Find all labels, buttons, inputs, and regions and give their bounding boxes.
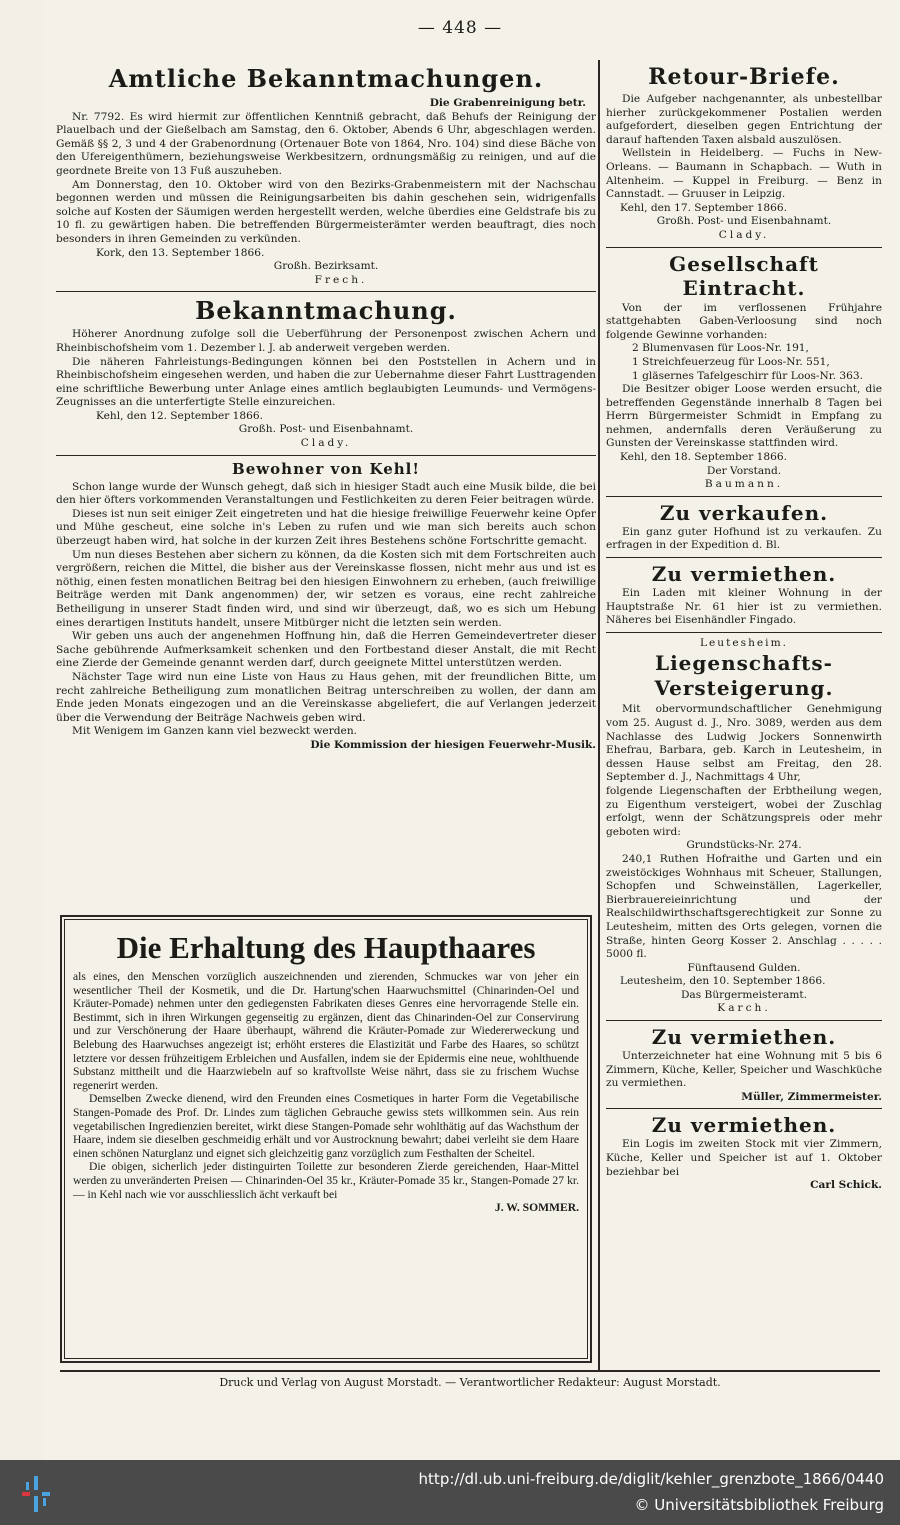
advertisement-inner [64,919,588,1359]
notice-paragraph: Ein Logis im zweiten Stock mit vier Zimmern, Küche, Keller und Speicher ist auf 1. Oktober beziehbar bei [606,1138,882,1178]
heading-zu-vermiethen-2: Zu vermiethen. [651,1025,837,1050]
notice-subtitle: Die Grabenreinigung betr. [429,97,586,109]
notice-date: Kehl, den 12. September 1866. [96,409,263,422]
article-paragraph: Schon lange wurde der Wunsch gehegt, daß sich in hiesiger Stadt auch eine Musik bilde, die bei den hier öfters vorkommenden Veranstaltungen und Festlichkeiten zu deren Feier beitragen würde. [56,480,596,507]
article-paragraph: Dieses ist nun seit einiger Zeit eingetreten und hat die hiesige freiwillige Feuerwehr keine Opfer und Mühe gescheut, eine solche in's Leben zu rufen und wie man sich bereits auch schon überzeugt haben wird, hat solche in der kurzen Zeit ihres Bestehens schöne Fortschritte gemacht. [56,507,596,548]
list-item: 2 Blumenvasen für Loos-Nr. 191, [632,342,809,355]
advertisement-paragraph: als eines, den Menschen vorzüglich auszeichnenden und zierenden, Schmuckes war von jeher ein wesentlicher Theil der Kosmetik, und die Dr. Hartung'schen Haarwuchsmittel (Chinarinden-Oel und Kräuter-Pomade) nehmen unter den gediegensten Fabrikaten dieses Genres eine hervorragende Stelle ein. Bestimmt, sich in ihren Wirkungen gegenseitig zu ergänzen, dient das Chinarinden-Oel zur Conservirung und zur Verschönerung der Haare überhaupt, während die Kräuter-Pomade zur Wiedererweckung und Belebung des Haarwuchses angezeigt ist; erhöht ersteres die Elastizität und Farbe des Haares, so schützt letztere vor dessen frühzeitigem Erbleichen und Ausfallen, indem sie der Epidermis eine neue, wohlthuende Substanz mittheilt und die Haarzwiebeln auf so kraftvollste Weise nährt, dass sie zu frischem Wuchse regenerirt werden. [73,970,579,1092]
notice-paragraph: folgende Liegenschaften der Erbtheilung wegen, zu Eigenthum versteigert, wobei der Zuschlag erfolgt, wenn der Schätzungspreis oder mehr geboten wird: [606,784,882,838]
divider [56,291,596,292]
notice-signature: Clady. [300,437,352,450]
column-separator [598,60,600,1370]
divider [606,1020,882,1021]
heading-gesellschaft: Gesellschaft Eintracht. [669,251,819,300]
notice-signature: Karch. [717,1002,771,1015]
notice-office: Großh. Bezirksamt. [273,260,379,273]
notice-paragraph: Ein ganz guter Hofhund ist zu verkaufen. Zu erfragen in der Expedition d. Bl. [606,525,882,552]
notice-paragraph: Unterzeichneter hat eine Wohnung mit 5 bis 6 Zimmern, Küche, Keller, Speicher und Waschküche zu vermiethen. [606,1050,882,1090]
advertisement-seller: J. W. SOMMER. [494,1201,579,1215]
notice-signature: Frech. [314,273,368,286]
notice-paragraph: Mit obervormundschaftlicher Genehmigung vom 25. August d. J., Nro. 3089, werden aus dem Nachlasse des Ludwig Jockers Sonnenwirth Ehefrau, Barbara, geb. Karch in Leutesheim, in dessen Hause selbst am Freitag, den 28. September d. J., Nachmittags 4 Uhr, [606,703,882,784]
advertisement-paragraph: Die obigen, sicherlich jeder distinguirten Toilette zur besonderen Zierde gereichenden, Haar-Mittel werden zu unveränderten Preisen — Chinarinden-Oel 35 kr., Kräuter-Pomade 35 kr., Stangen-Pomade 27 kr. — in Kehl nach wie vor ausschliesslich ächt verkauft bei [73,1160,579,1201]
divider [606,496,882,497]
notice-office: Großh. Post- und Eisenbahnamt. [656,215,832,228]
divider [606,247,882,248]
notice-date: Kork, den 13. September 1866. [96,246,265,259]
heading-zu-vermiethen: Zu vermiethen. [651,562,837,587]
notice-paragraph: Von der im verflossenen Frühjahre stattgehabten Gaben-Verloosung sind noch folgende Gewinne vorhanden: [606,301,882,341]
notice-date: Leutesheim, den 10. September 1866. [620,975,826,988]
imprint-line: Druck und Verlag von August Morstadt. — Verantwortlicher Redakteur: August Morstadt. [60,1370,880,1389]
copyright-notice: © Universitätsbibliothek Freiburg [634,1496,884,1514]
list-item: 1 gläsernes Tafelgeschirr für Loos-Nr. 363. [632,369,863,382]
notice-paragraph: Die näheren Fahrleistungs-Bedingungen können bei den Poststellen in Achern und in Rheinbischofsheim eingesehen werden, und haben die zur Uebernahme dieser Fahrt Lusttragenden eine schriftliche Bewerbung unter Anlage eines amtlich beglaubigten Leumunds- und Vermögens-Zeugnisses an die unterfertigte Stelle einzureichen. [56,355,596,409]
article-paragraph: Um nun dieses Bestehen aber sichern zu können, da die Kosten sich mit dem Fortschreiten auch vergrößern, reichen die Mittel, die bisher aus der Vereinskasse flossen, nicht mehr aus und ist es nöthig, einen festen monatlichen Beitrag bei den hiesigen Einwohnern zu erheben, (auch freiwillige Beiträge werden mit Dank angenommen) der, wir setzen es voraus, eine recht zahlreiche Betheiligung in unserer Stadt finden wird, und sind wir überzeugt, daß, wo es sich um Hebung eines derartigen Instituts handelt, unsere Mitbürger nicht die letzten sein werden. [56,548,596,629]
left-column [56,60,596,753]
notice-office: Das Bürgermeisteramt. [680,988,808,1001]
heading-versteigerung: Liegenschafts-Versteigerung. [654,651,834,701]
notice-signature: Clady. [718,228,770,241]
notice-paragraph: Die Aufgeber nachgenannter, als unbestellbar hierher zurückgekommener Postalien werden aufgefordert, dieselben gegen Entrichtung der darauf haftenden Taxen alsbald auszulösen. [606,93,882,146]
notice-paragraph: Ein Laden mit kleiner Wohnung in der Hauptstraße Nr. 61 hier ist zu vermiethen. Näheres bei Eisenhändler Fingado. [606,587,882,627]
divider [606,1108,882,1109]
divider [606,632,882,633]
viewer-footer-bar [0,1460,900,1525]
article-signature: Die Kommission der hiesigen Feuerwehr-Musik. [310,738,596,751]
heading-retour-briefe: Retour-Briefe. [648,64,840,90]
permalink-url[interactable]: http://dl.ub.uni-freiburg.de/diglit/kehler_grenzbote_1866/0440 [418,1470,884,1488]
notice-paragraph: 240,1 Ruthen Hofraithe und Garten und ein zweistöckiges Wohnhaus mit Scheuer, Stallungen, Schopfen und Schweinställen, Lagerkeller, Bierbrauereieinrichtung und der Realschildwirthschaftsgerechtigkeit zur Sonne zu Leutesheim, mitten des Orts gelegen, vornen die Straße, hinten Georg Kosser 2. Anschlag . . . . . 5000 fl. [606,852,882,961]
notice-paragraph: Die Besitzer obiger Loose werden ersucht, die betreffenden Gegenstände innerhalb 8 Tagen bei Herrn Bürgermeister Schmidt in Empfang zu nehmen, andernfalls deren Veräußerung zu Gunsten der Vereinskasse stattfinden wird. [606,383,882,450]
place-line: Leutesheim. [700,636,788,649]
notice-amount: Fünftausend Gulden. [687,961,801,974]
article-paragraph: Wir geben uns auch der angenehmen Hoffnung hin, daß die Herren Gemeindevertreter dieser Sache gebührende Aufmerksamkeit schenken und den Fortbestand dieser Anstalt, die mit Recht eine Zierde der Gemeinde genannt werden darf, durch geeignete Mittel unterstützen werden. [56,630,596,670]
article-paragraph: Mit Wenigem im Ganzen kann viel bezweckt werden. [72,725,358,738]
divider [606,557,882,558]
notice-office: Der Vorstand. [706,464,782,477]
notice-parcel: Grundstücks-Nr. 274. [686,839,802,852]
heading-zu-verkaufen: Zu verkaufen. [659,500,829,525]
notice-signature: Baumann. [704,478,784,491]
list-item: 1 Streichfeuerzeug für Loos-Nr. 551, [632,355,830,368]
advertisement-title: Die Erhaltung des Haupthaares [116,930,536,965]
article-paragraph: Nächster Tage wird nun eine Liste von Haus zu Haus gehen, mit der freundlichen Bitte, um recht zahlreiche Betheiligung zum monatlichen Beitrag unterschreiben zu wollen, der dann am Ende jeden Monats eingezogen und an die Vereinskasse abgeliefert, die auf Verlangen jederzeit über die Verwendung der Beiträge Nachweis geben wird. [56,670,596,724]
notice-date: Kehl, den 17. September 1866. [620,201,787,214]
heading-zu-vermiethen-3: Zu vermiethen. [651,1113,837,1138]
notice-date: Kehl, den 18. September 1866. [620,451,787,464]
right-column [606,60,882,1193]
advertisement-box [60,915,592,1363]
divider [56,455,596,456]
page-number: — 448 — [417,18,503,38]
heading-bekanntmachung: Bekanntmachung. [195,296,457,326]
notice-paragraph: Höherer Anordnung zufolge soll die Ueberführung der Personenpost zwischen Achern und Rheinbischofsheim vom 1. Dezember l. J. ab anderweit vergeben werden. [56,328,596,354]
notice-signature: Müller, Zimmermeister. [741,1090,882,1103]
notice-paragraph: Am Donnerstag, den 10. Oktober wird von den Bezirks-Grabenmeistern mit der Nachschau begonnen werden und müssen die Reinigungsarbeiten bis dahin geschehen sein, widrigenfalls solche auf Kosten der Säumigen werden hergestellt werden, welche überdies eine Geldstrafe bis zu 10 fl. zu gewärtigen haben. Die betreffenden Bürgermeisterämter werden beauftragt, dies noch besonders in ihren Gemeinden zu verkünden. [56,178,596,245]
library-logo-icon [18,1474,58,1514]
notice-office: Großh. Post- und Eisenbahnamt. [238,423,414,436]
heading-amtliche: Amtliche Bekanntmachungen. [108,64,544,93]
notice-signature: Carl Schick. [810,1179,882,1192]
notice-paragraph: Wellstein in Heidelberg. — Fuchs in New-Orleans. — Baumann in Schapbach. — Wuth in Altenheim. — Kuppel in Freiburg. — Benz in Cannstadt. — Gruuser in Leipzig. [606,147,882,201]
heading-bewohner: Bewohner von Kehl! [232,459,420,478]
notice-paragraph: Nr. 7792. Es wird hiermit zur öffentlichen Kenntniß gebracht, daß Behufs der Reinigung der Plauelbach und der Gießelbach am Samstag, den 6. Oktober, Abends 6 Uhr, abgeschlagen werden. Gemäß §§ 2, 3 und 4 der Grabenordnung (Ortenauer Bote von 1864, Nro. 104) sind diese Bäche von den Ufereigenthümern, beziehungsweise Werkbesitzern, ordnungsmäßig zu reinigen, und auf die geordnete Breite von 13 Fuß auszuheben. [56,110,596,177]
advertisement-paragraph: Demselben Zwecke dienend, wird den Freunden eines Cosmetiques in harter Form die Vegetabilische Stangen-Pomade des Prof. Dr. Lindes zum täglichen Gebrauche gewiss stets willkommen sein. Aus rein vegetabilischen Ingredienzien bereitet, wirkt diese Stangen-Pomade sehr wohlthätig auf das Wachsthum der Haare, indem sie dieselben geschmeidig erhält und vor Austrocknung bewahrt; dabei verleiht sie dem Haare einen schönen Naturglanz und eignet sich gleichzeitig ganz vorzüglich zum Festhalten der Scheitel. [73,1092,579,1160]
